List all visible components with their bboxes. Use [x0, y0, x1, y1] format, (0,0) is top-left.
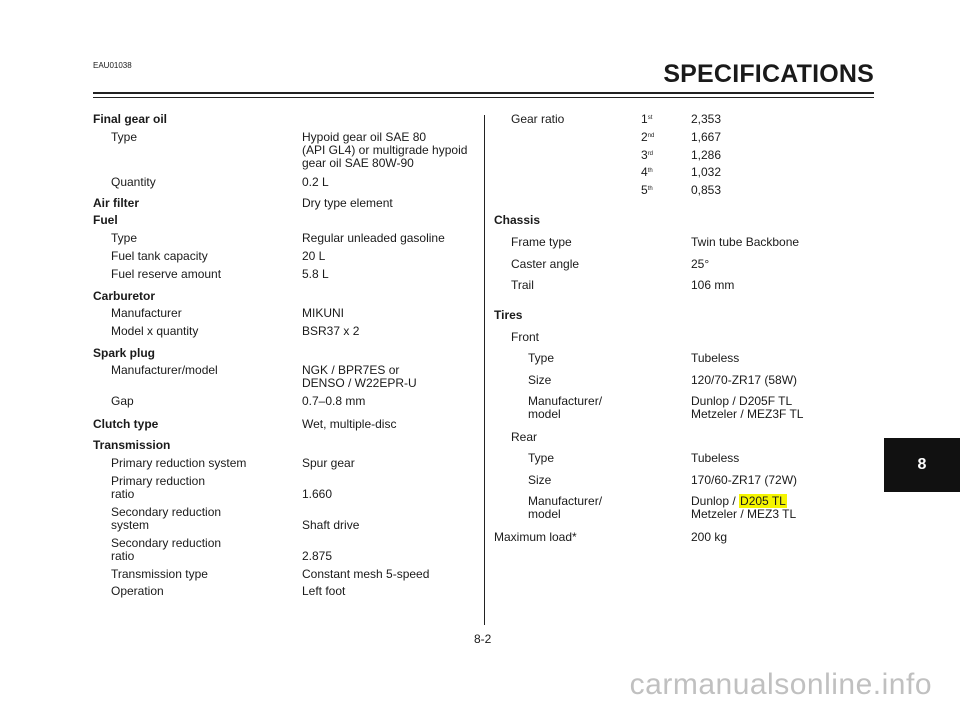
fuel-tank-label: Fuel tank capacity: [111, 249, 208, 263]
rear-tire-manufacturer-label-1: Manufacturer/: [528, 494, 603, 508]
rear-tire-type-label: Type: [528, 451, 555, 465]
clutch-type-value: Wet, multiple-disc: [302, 417, 397, 431]
front-tire-label: Front: [511, 330, 540, 344]
maximum-load-label: Maximum load*: [494, 530, 577, 544]
spark-plug-model-value-1: NGK / BPR7ES or: [302, 363, 400, 377]
air-filter-value: Dry type element: [302, 196, 393, 210]
carburetor-heading: Carburetor: [93, 289, 156, 303]
gear-ratio-value-1: 2,353: [691, 112, 722, 126]
clutch-type-label: Clutch type: [93, 417, 159, 431]
gear-ratio-value-3: 1,286: [691, 148, 722, 162]
gear-ratio-gear-5: 5th: [641, 183, 653, 197]
page-number: 8-2: [474, 632, 492, 646]
fuel-heading: Fuel: [93, 213, 118, 227]
secondary-reduction-system-value: Shaft drive: [302, 518, 360, 532]
rear-tire-manufacturer-label-2: model: [528, 507, 561, 521]
spark-plug-heading: Spark plug: [93, 346, 156, 360]
caster-angle-label: Caster angle: [511, 257, 580, 271]
gear-ratio-gear-3: 3rd: [641, 148, 654, 162]
operation-value: Left foot: [302, 584, 346, 598]
transmission-type-value: Constant mesh 5-speed: [302, 567, 430, 581]
front-tire-size-value: 120/70-ZR17 (58W): [691, 373, 798, 387]
frame-type-label: Frame type: [511, 235, 572, 249]
spark-plug-model-label: Manufacturer/model: [111, 363, 218, 377]
operation-label: Operation: [111, 584, 164, 598]
front-tire-manufacturer-value-1: Dunlop / D205F TL: [691, 394, 793, 408]
final-gear-oil-quantity-label: Quantity: [111, 175, 156, 189]
header-rule-thin: [93, 97, 874, 98]
primary-reduction-ratio-label-1: Primary reduction: [111, 474, 206, 488]
tires-heading: Tires: [494, 308, 523, 322]
caster-angle-value: 25°: [691, 257, 710, 271]
fuel-reserve-value: 5.8 L: [302, 267, 329, 281]
column-divider: [484, 115, 485, 625]
gear-ratio-gear-1: 1st: [641, 112, 653, 126]
chapter-tab: 8: [884, 438, 960, 492]
secondary-reduction-ratio-label-1: Secondary reduction: [111, 536, 222, 550]
rear-tire-type-value: Tubeless: [691, 451, 740, 465]
header-rule-thick: [93, 92, 874, 94]
secondary-reduction-system-label-1: Secondary reduction: [111, 505, 222, 519]
spark-plug-gap-value: 0.7–0.8 mm: [302, 394, 366, 408]
secondary-reduction-system-label-2: system: [111, 518, 150, 532]
gear-ratio-gear-2: 2nd: [641, 130, 655, 144]
final-gear-oil-type-value-2: (API GL4) or multigrade hypoid: [302, 143, 468, 157]
final-gear-oil-heading: Final gear oil: [93, 112, 168, 126]
frame-type-value: Twin tube Backbone: [691, 235, 800, 249]
fuel-type-label: Type: [111, 231, 138, 245]
fuel-reserve-label: Fuel reserve amount: [111, 267, 222, 281]
rear-tire-manufacturer-value-1: Dunlop / D205 TL: [691, 494, 786, 508]
rear-tire-size-label: Size: [528, 473, 552, 487]
highlighted-text: D205 TL: [740, 494, 786, 508]
rear-tire-size-value: 170/60-ZR17 (72W): [691, 473, 798, 487]
spark-plug-gap-label: Gap: [111, 394, 134, 408]
page-title: SPECIFICATIONS: [663, 60, 874, 88]
front-tire-manufacturer-label-2: model: [528, 407, 561, 421]
spark-plug-model-value-2: DENSO / W22EPR-U: [302, 376, 417, 390]
primary-reduction-system-label: Primary reduction system: [111, 456, 247, 470]
final-gear-oil-type-value-1: Hypoid gear oil SAE 80: [302, 130, 427, 144]
front-tire-manufacturer-label-1: Manufacturer/: [528, 394, 603, 408]
watermark: carmanualsonline.info: [629, 668, 932, 701]
rear-tire-manufacturer-value-2: Metzeler / MEZ3 TL: [691, 507, 797, 521]
carburetor-manufacturer-label: Manufacturer: [111, 306, 182, 320]
trail-label: Trail: [511, 278, 534, 292]
carburetor-manufacturer-value: MIKUNI: [302, 306, 344, 320]
air-filter-label: Air filter: [93, 196, 140, 210]
gear-ratio-value-2: 1,667: [691, 130, 722, 144]
fuel-type-value: Regular unleaded gasoline: [302, 231, 445, 245]
primary-reduction-ratio-value: 1.660: [302, 487, 333, 501]
fuel-tank-value: 20 L: [302, 249, 326, 263]
document-code: EAU01038: [93, 61, 132, 70]
gear-ratio-gear-4: 4th: [641, 165, 653, 179]
secondary-reduction-ratio-value: 2.875: [302, 549, 333, 563]
gear-ratio-value-4: 1,032: [691, 165, 722, 179]
front-tire-type-label: Type: [528, 351, 555, 365]
chassis-heading: Chassis: [494, 213, 541, 227]
carburetor-model-label: Model x quantity: [111, 324, 199, 338]
primary-reduction-system-value: Spur gear: [302, 456, 355, 470]
maximum-load-value: 200 kg: [691, 530, 728, 544]
front-tire-type-value: Tubeless: [691, 351, 740, 365]
final-gear-oil-type-label: Type: [111, 130, 138, 144]
transmission-heading: Transmission: [93, 438, 171, 452]
final-gear-oil-type-value-3: gear oil SAE 80W-90: [302, 156, 414, 170]
rear-tire-label: Rear: [511, 430, 538, 444]
final-gear-oil-quantity-value: 0.2 L: [302, 175, 329, 189]
primary-reduction-ratio-label-2: ratio: [111, 487, 135, 501]
gear-ratio-value-5: 0,853: [691, 183, 722, 197]
trail-value: 106 mm: [691, 278, 735, 292]
transmission-type-label: Transmission type: [111, 567, 208, 581]
carburetor-model-value: BSR37 x 2: [302, 324, 360, 338]
secondary-reduction-ratio-label-2: ratio: [111, 549, 135, 563]
front-tire-manufacturer-value-2: Metzeler / MEZ3F TL: [691, 407, 804, 421]
gear-ratio-label: Gear ratio: [511, 112, 565, 126]
front-tire-size-label: Size: [528, 373, 552, 387]
